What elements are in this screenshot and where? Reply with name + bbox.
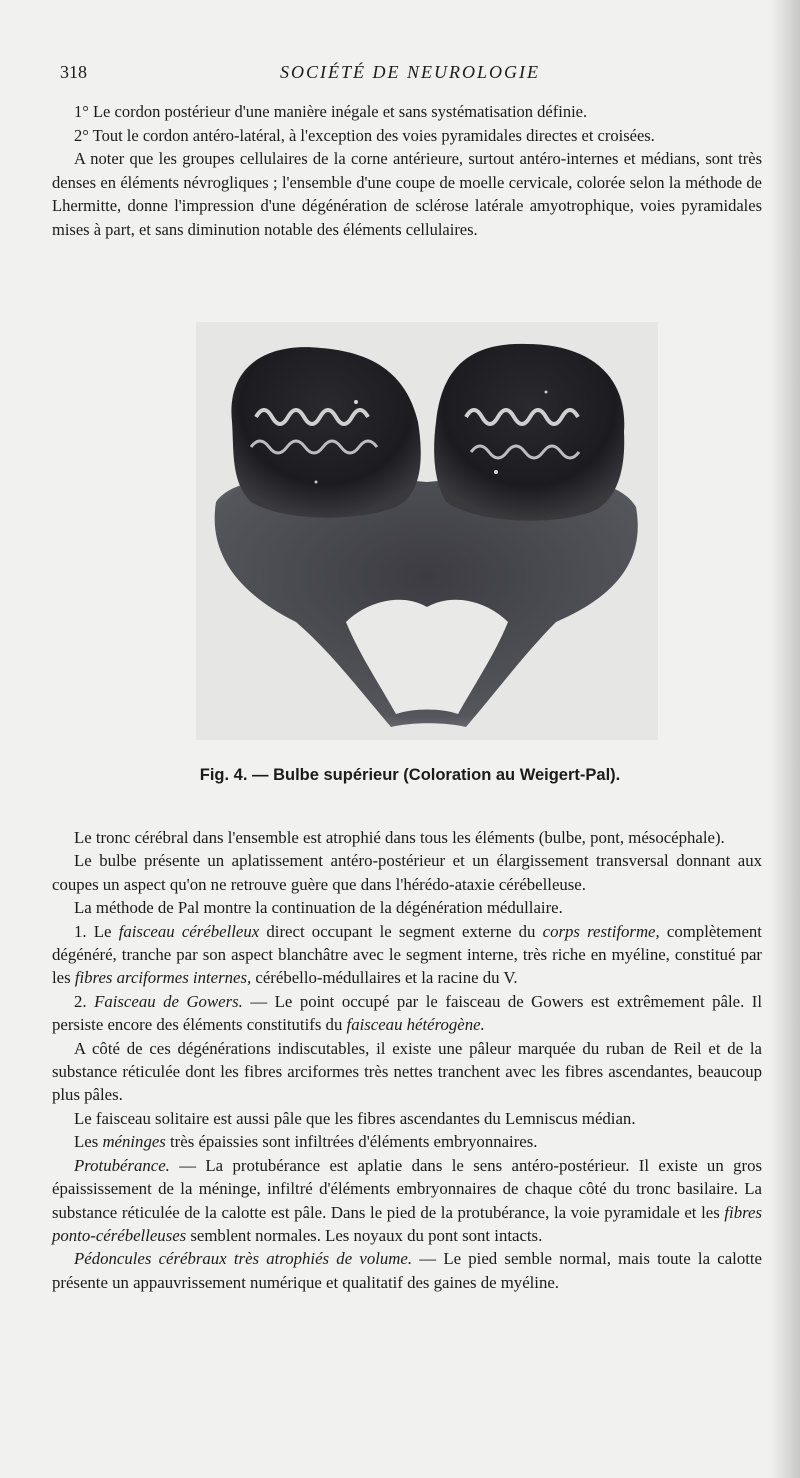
brainstem-section-micrograph <box>196 322 658 740</box>
paragraph-meninges <box>52 1130 762 1153</box>
page-edge-shadow <box>770 0 800 1478</box>
paragraph-bulbe: Le bulbe présente un aplatissement antéro-postérieur et un élargissement transversal donnant aux coupes un aspect qu'on ne retrouve guère que dans l'hérédo-ataxie cérébelleuse. <box>52 851 762 894</box>
italic-term: Pédoncules cérébraux très atrophiés de volume. <box>74 1249 413 1269</box>
paragraph-pedoncules <box>52 1247 762 1294</box>
italic-term: méninges <box>102 1132 166 1152</box>
paragraph-note: A noter que les groupes cellulaires de la corne antérieure, surtout antéro-internes et médians, sont très denses en éléments névrogliques ; l'ensemble d'une coupe de moelle cervicale, colorée selon la méthode de Lhermitte, donne l'impression d'une dégénération de sclérose latérale amyotrophique, voies pyramidales mises à part, et sans diminution notable des éléments cellulaires. <box>52 149 762 239</box>
top-text <box>52 100 762 242</box>
italic-term: corps restiforme, <box>542 921 660 941</box>
running-head <box>60 62 760 88</box>
body-text <box>52 826 762 1294</box>
page-number: 318 <box>60 62 87 82</box>
paragraph-methode-pal: La méthode de Pal montre la continuation de la dégénération médullaire. <box>74 898 563 918</box>
italic-term: faisceau cérébelleux <box>118 921 260 941</box>
paragraph-item-2: 2° Tout le cordon antéro-latéral, à l'exception des voies pyramidales directes et croisées. <box>74 125 655 145</box>
paragraph-faisceau-cerebelleux <box>52 920 762 990</box>
text-run: 2. <box>74 991 95 1011</box>
text-run: semblent normales. Les noyaux du pont sont intacts. <box>186 1225 543 1245</box>
paragraph-faisceau-solitaire: Le faisceau solitaire est aussi pâle que les fibres ascendantes du Lemniscus médian. <box>74 1108 636 1128</box>
italic-term: fibres ponto-cérébelleuses <box>52 1202 762 1245</box>
text-run: — La protubérance est aplatie dans le sens antéro-postérieur. Il existe un gros épaississement de la méninge, infiltré d'éléments embryonnaires de chaque côté du tronc basilaire. La substance réticulée de la calotte est pâle. Dans le pied de la protubérance, la voie pyramidale et les <box>52 1155 762 1222</box>
text-run: — Le point occupé par le faisceau de Gowers est extrêmement pâle. Il persiste encore des éléments constitutifs du <box>52 991 763 1035</box>
paragraph-gowers <box>52 990 762 1037</box>
text-run: 1. Le <box>74 921 119 941</box>
italic-term: Faisceau de Gowers. <box>94 991 243 1011</box>
italic-term: fibres arciformes internes, <box>74 968 252 988</box>
text-run: direct occupant le segment externe du <box>259 921 543 941</box>
text-run: complètement dégénéré, tranche par son aspect blanchâtre avec le segment interne, très riche en myéline, constitué par les <box>52 921 762 988</box>
journal-title: SOCIÉTÉ DE NEUROLOGIE <box>280 62 540 82</box>
paragraph-item-1: 1° Le cordon postérieur d'une manière inégale et sans systématisation définie. <box>74 102 588 121</box>
italic-term: Protubérance. <box>74 1155 170 1175</box>
figure-caption: Fig. 4. — Bulbe supérieur (Coloration au Weigert-Pal). <box>199 766 621 784</box>
text-run: cérébello-médullaires et la racine du V. <box>251 968 518 988</box>
text-run: très épaissies sont infiltrées d'éléments embryonnaires. <box>165 1132 538 1152</box>
text-run: — Le pied semble normal, mais toute la calotte présente un appauvrissement numérique et qualitatif des gaines de myéline. <box>52 1249 762 1292</box>
paragraph-tronc: Le tronc cérébral dans l'ensemble est atrophié dans tous les éléments (bulbe, pont, mésocéphale). <box>74 828 725 847</box>
paragraph-protuberance <box>52 1154 762 1248</box>
figure-image <box>196 322 658 740</box>
text-run: Les <box>74 1132 103 1152</box>
italic-term: faisceau hétérogène. <box>346 1015 485 1035</box>
paragraph-ruban-reil: A côté de ces dégénérations indiscutables, il existe une pâleur marquée du ruban de Reil et de la substance réticulée dont les fibres arciformes très nettes tranchent avec les fibres ascendantes, beaucoup plus pâles. <box>52 1038 762 1105</box>
